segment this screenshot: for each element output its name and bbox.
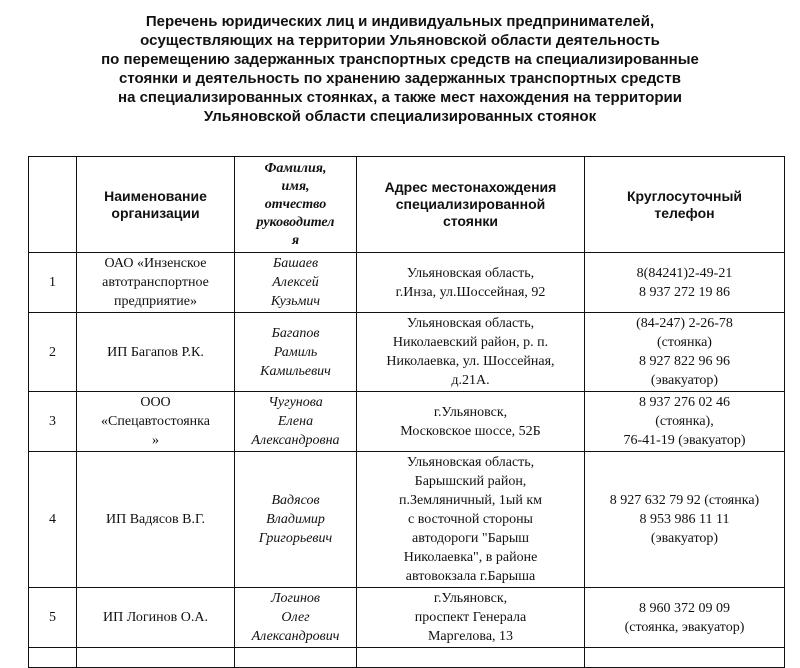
header-text-line: организации [111, 204, 200, 221]
phone-cell-line: 8 960 372 09 09 [639, 600, 730, 616]
address-cell-line: автовокзала г.Барыша [405, 569, 536, 584]
phone-cell-line: 8 953 986 11 11 [639, 512, 730, 527]
title-line: Ульяновской области специализированных стоянок [203, 108, 597, 125]
organization-cell [77, 588, 235, 648]
phone-cell-line: 8(84241)2-49-21 [636, 265, 733, 281]
row-number: 2 [29, 313, 77, 392]
header-phone [585, 157, 785, 253]
header-text-line: отчество [264, 196, 327, 212]
cutoff-cell [357, 648, 585, 668]
organization-cell-line: » [152, 433, 159, 448]
row-number: 4 [29, 452, 77, 588]
phone-cell-line: (эвакуатор) [650, 373, 719, 388]
address-cell-line: с восточной стороны [408, 512, 533, 527]
title-line: осуществляющих на территории Ульяновской области деятельность [140, 32, 660, 49]
parking-lots-table [28, 156, 785, 668]
head-name-cell-line: Александрович [251, 629, 340, 644]
title-line: по перемещению задержанных транспортных средств на специализированные [101, 51, 699, 68]
phone-cell [585, 392, 785, 452]
phone-cell [585, 253, 785, 313]
address-cell-line: г.Ульяновск, [433, 404, 508, 420]
address-cell [357, 313, 585, 392]
address-cell-line: автодороги "Барыш [411, 531, 530, 546]
cutoff-cell [29, 648, 77, 668]
table-row [29, 588, 785, 648]
address-cell-line: Маргелова, 13 [427, 629, 514, 644]
phone-cell-line: 76-41-19 (эвакуатор) [623, 433, 746, 448]
header-organization [77, 157, 235, 253]
title-line: на специализированных стоянках, а также мест нахождения на территории [118, 89, 682, 106]
title-line: стоянки и деятельность по хранению задержанных транспортных средств [119, 70, 681, 87]
head-name-cell-line: Камильевич [260, 363, 331, 379]
header-text-line: телефон [654, 204, 715, 221]
head-name-cell-line: Рамиль [273, 344, 318, 360]
head-name-cell-line: Логинов [271, 591, 320, 606]
table-row [29, 253, 785, 313]
organization-cell-line: ИП Вадясов В.Г. [105, 512, 205, 527]
organization-cell-line: ИП Логинов О.А. [103, 610, 208, 625]
address-cell-line: д.21А. [451, 373, 490, 388]
header-text-line: я [291, 232, 300, 248]
organization-cell [77, 392, 235, 452]
title-line: Перечень юридических лиц и индивидуальных предпринимателей, [145, 13, 655, 30]
header-text-line: Фамилия, [264, 160, 327, 176]
address-cell [357, 392, 585, 452]
address-cell [357, 253, 585, 313]
table-row [29, 452, 785, 588]
table-row [29, 313, 785, 392]
table-row-cutoff [29, 648, 785, 668]
phone-cell-line: 8 927 822 96 96 [639, 354, 730, 369]
head-name-cell-line: Григорьевич [258, 531, 333, 546]
address-cell-line: Ульяновская область, [406, 316, 535, 331]
phone-cell-line: (эвакуатор) [650, 531, 719, 546]
organization-cell-line: автотранспортное [102, 275, 209, 290]
phone-cell [585, 452, 785, 588]
table-row [29, 392, 785, 452]
header-number [29, 157, 77, 253]
phone-cell-line: 8 937 276 02 46 [639, 395, 730, 410]
table-header-row [29, 157, 785, 253]
header-text-line: руководител [256, 214, 335, 230]
head-name-cell-line: Вадясов [271, 493, 320, 508]
head-name-cell-line: Чугунова [268, 395, 323, 410]
address-cell-line: Николаевка", в районе [403, 550, 538, 565]
cutoff-cell [585, 648, 785, 668]
organization-cell-line: ИП Багапов Р.К. [107, 344, 204, 360]
head-name-cell [235, 253, 357, 313]
phone-cell-line: 8 937 272 19 86 [639, 284, 730, 300]
organization-cell [77, 313, 235, 392]
address-cell [357, 588, 585, 648]
phone-cell [585, 313, 785, 392]
address-cell-line: Ульяновская область, [406, 455, 535, 470]
head-name-cell [235, 452, 357, 588]
phone-cell-line: (стоянка) [657, 335, 712, 350]
header-text-line: Адрес местонахождения [384, 179, 557, 195]
head-name-cell [235, 588, 357, 648]
phone-cell [585, 588, 785, 648]
address-cell [357, 452, 585, 588]
row-number: 5 [29, 588, 77, 648]
address-cell-line: Московское шоссе, 52Б [400, 423, 541, 439]
organization-cell-line: предприятие» [114, 294, 197, 309]
cutoff-cell [235, 648, 357, 668]
document-title [60, 12, 740, 126]
header-text-line: имя, [281, 178, 310, 194]
header-text-line: Наименование [104, 187, 207, 204]
header-text-line: специализированной [395, 196, 546, 212]
address-cell-line: Ульяновская область, [406, 265, 535, 281]
head-name-cell-line: Алексей [272, 275, 319, 290]
address-cell-line: Николаевский район, р. п. [392, 335, 549, 350]
header-address [357, 157, 585, 253]
address-cell-line: Барышский район, [414, 474, 527, 489]
row-number: 1 [29, 253, 77, 313]
address-cell-line: г.Инза, ул.Шоссейная, 92 [395, 284, 546, 300]
head-name-cell-line: Владимир [266, 512, 325, 527]
head-name-cell-line: Елена [277, 414, 314, 429]
organization-cell-line: ООО [140, 395, 171, 410]
row-number: 3 [29, 392, 77, 452]
phone-cell-line: (стоянка, эвакуатор) [624, 619, 745, 635]
cutoff-cell [77, 648, 235, 668]
address-cell-line: п.Земляничный, 1ый км [399, 493, 542, 508]
header-text-line: стоянки [442, 213, 499, 229]
head-name-cell [235, 313, 357, 392]
head-name-cell-line: Башаев [272, 256, 319, 271]
phone-cell-line: (84-247) 2-26-78 [636, 316, 733, 331]
organization-cell [77, 253, 235, 313]
phone-cell-line: 8 927 632 79 92 (стоянка) [609, 493, 760, 508]
address-cell-line: Николаевка, ул. Шоссейная, [386, 354, 555, 369]
head-name-cell-line: Олег [281, 610, 310, 625]
address-cell-line: проспект Генерала [414, 610, 527, 625]
head-name-cell-line: Багапов [271, 325, 320, 341]
phone-cell-line: (стоянка), [655, 414, 714, 429]
organization-cell-line: «Спецавтостоянка [101, 414, 210, 429]
organization-cell-line: ОАО «Инзенское [104, 256, 207, 271]
head-name-cell-line: Кузьмич [270, 294, 321, 309]
organization-cell [77, 452, 235, 588]
head-name-cell-line: Александровна [251, 433, 340, 448]
header-head-name [235, 157, 357, 253]
head-name-cell [235, 392, 357, 452]
address-cell-line: г.Ульяновск, [433, 591, 508, 606]
header-text-line: Круглосуточный [626, 187, 743, 204]
